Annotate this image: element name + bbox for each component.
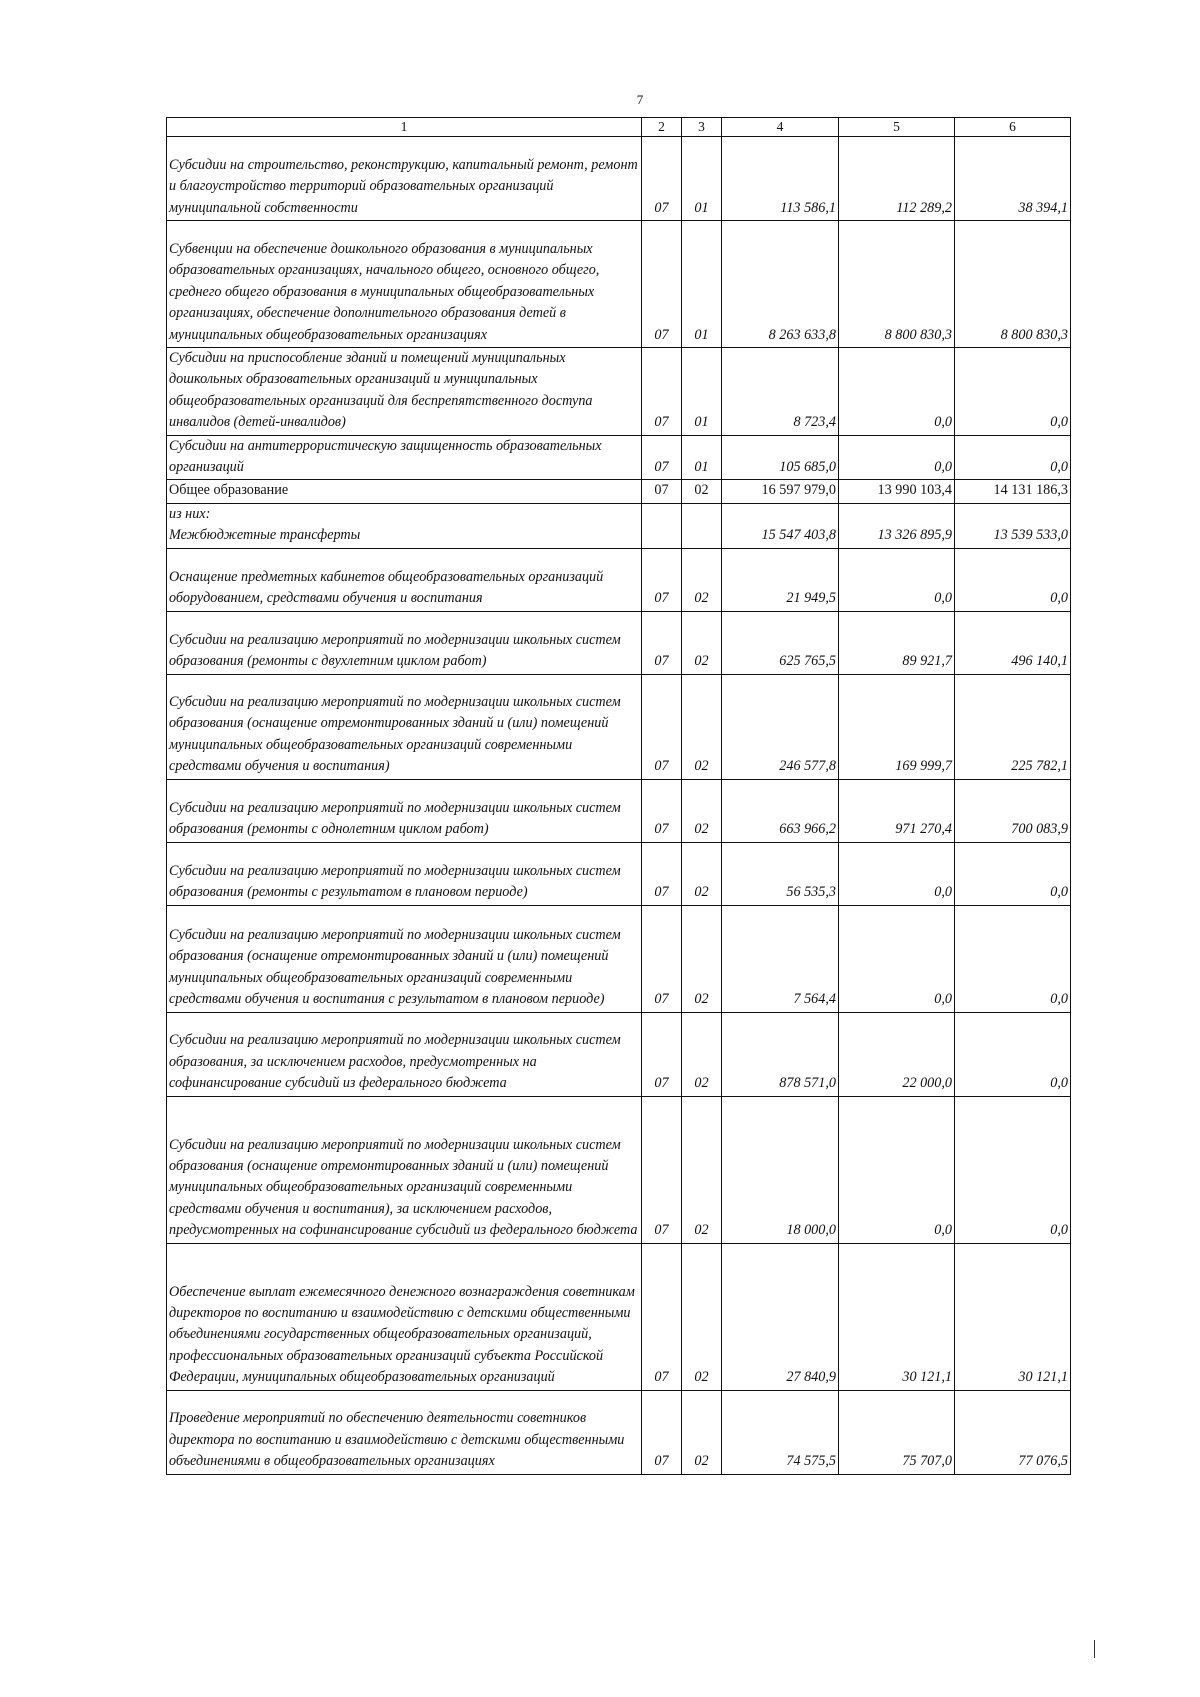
section-code: 07 [642, 905, 682, 1012]
row-description: Субсидии на реализацию мероприятий по модернизации школьных систем образования (оснащение отремонтированных зданий и (или) помещений муниципальных общеобразовательных организаций современными средствами обучения и воспитания), за исключением расходов, предусмотренных на софинансирование субсидий из федерального бюджета [167, 1096, 642, 1243]
amount-col4: 27 840,9 [722, 1243, 839, 1390]
budget-table [166, 117, 1071, 1475]
amount-col6: 77 076,5 [955, 1390, 1071, 1474]
header-cell: 5 [839, 118, 955, 137]
amount-col4: 878 571,0 [722, 1012, 839, 1096]
row-description: Субвенции на обеспечение дошкольного образования в муниципальных образовательных организациях, начального общего, основного общего, среднего общего образования в муниципальных общеобразовательных организациях, обеспечение дополнительного образования детей в муниципальных общеобразовательных организациях [167, 221, 642, 348]
amount-col5: 0,0 [839, 1096, 955, 1243]
amount-col4: 105 685,0 [722, 435, 839, 480]
row-description: из них: Межбюджетные трансферты [167, 503, 642, 548]
amount-col5: 75 707,0 [839, 1390, 955, 1474]
row-description: Субсидии на реализацию мероприятий по модернизации школьных систем образования (ремонты с двухлетним циклом работ) [167, 611, 642, 674]
amount-col5: 8 800 830,3 [839, 221, 955, 348]
subsection-code: 01 [682, 221, 722, 348]
amount-col6: 0,0 [955, 548, 1071, 611]
amount-col5: 89 921,7 [839, 611, 955, 674]
subsection-code: 02 [682, 905, 722, 1012]
header-cell: 3 [682, 118, 722, 137]
amount-col6: 30 121,1 [955, 1243, 1071, 1390]
section-code: 07 [642, 674, 682, 779]
amount-col6: 0,0 [955, 1012, 1071, 1096]
row-description: Субсидии на реализацию мероприятий по модернизации школьных систем образования (ремонты с однолетним циклом работ) [167, 779, 642, 842]
amount-col6: 700 083,9 [955, 779, 1071, 842]
amount-col6: 496 140,1 [955, 611, 1071, 674]
subsection-code: 01 [682, 137, 722, 221]
section-code: 07 [642, 348, 682, 436]
amount-col5: 13 990 103,4 [839, 480, 955, 503]
section-code: 07 [642, 779, 682, 842]
subsection-code: 01 [682, 435, 722, 480]
header-cell: 6 [955, 118, 1071, 137]
page-number: 7 [636, 92, 644, 107]
amount-col4: 18 000,0 [722, 1096, 839, 1243]
section-code: 07 [642, 548, 682, 611]
table-row [167, 1012, 1071, 1096]
row-description: Общее образование [167, 480, 642, 503]
section-code: 07 [642, 1243, 682, 1390]
amount-col6: 14 131 186,3 [955, 480, 1071, 503]
subsection-code: 02 [682, 480, 722, 503]
subsection-code: 02 [682, 779, 722, 842]
header-row [167, 118, 1071, 137]
amount-col5: 30 121,1 [839, 1243, 955, 1390]
amount-col6: 0,0 [955, 905, 1071, 1012]
subsection-code: 02 [682, 842, 722, 905]
table-row [167, 842, 1071, 905]
amount-col6: 225 782,1 [955, 674, 1071, 779]
amount-col5: 169 999,7 [839, 674, 955, 779]
table-row [167, 137, 1071, 221]
header-cell: 2 [642, 118, 682, 137]
amount-col5: 0,0 [839, 548, 955, 611]
amount-col6: 0,0 [955, 435, 1071, 480]
amount-col5: 22 000,0 [839, 1012, 955, 1096]
header-cell: 1 [167, 118, 642, 137]
row-description: Субсидии на реализацию мероприятий по модернизации школьных систем образования, за исключением расходов, предусмотренных на софинансирование субсидий из федерального бюджета [167, 1012, 642, 1096]
amount-col6: 0,0 [955, 842, 1071, 905]
amount-col5: 0,0 [839, 435, 955, 480]
row-description: Субсидии на реализацию мероприятий по модернизации школьных систем образования (оснащение отремонтированных зданий и (или) помещений муниципальных общеобразовательных организаций современными средствами обучения и воспитания с результатом в плановом периоде) [167, 905, 642, 1012]
amount-col4: 113 586,1 [722, 137, 839, 221]
table-row [167, 611, 1071, 674]
amount-col5: 0,0 [839, 842, 955, 905]
amount-col4: 16 597 979,0 [722, 480, 839, 503]
subsection-code: 02 [682, 1096, 722, 1243]
row-description: Обеспечение выплат ежемесячного денежного вознаграждения советникам директоров по воспитанию и взаимодействию с детскими общественными объединениями государственных общеобразовательных организаций, профессиональных образовательных организаций субъекта Российской Федерации, муниципальных общеобразовательных организаций [167, 1243, 642, 1390]
section-code: 07 [642, 1390, 682, 1474]
amount-col5: 13 326 895,9 [839, 503, 955, 548]
amount-col4: 8 723,4 [722, 348, 839, 436]
amount-col4: 625 765,5 [722, 611, 839, 674]
table-row [167, 1243, 1071, 1390]
header-cell: 4 [722, 118, 839, 137]
amount-col5: 971 270,4 [839, 779, 955, 842]
section-code: 07 [642, 221, 682, 348]
subsection-code: 02 [682, 674, 722, 779]
amount-col5: 0,0 [839, 348, 955, 436]
table-row [167, 348, 1071, 436]
amount-col4: 246 577,8 [722, 674, 839, 779]
table-row [167, 480, 1071, 503]
subsection-code: 02 [682, 548, 722, 611]
table-row [167, 905, 1071, 1012]
row-description: Субсидии на реализацию мероприятий по модернизации школьных систем образования (оснащение отремонтированных зданий и (или) помещений муниципальных общеобразовательных организаций современными средствами обучения и воспитания) [167, 674, 642, 779]
amount-col4: 21 949,5 [722, 548, 839, 611]
table-row [167, 674, 1071, 779]
scan-mark [1094, 1640, 1095, 1658]
subsection-code: 02 [682, 1012, 722, 1096]
amount-col4: 8 263 633,8 [722, 221, 839, 348]
amount-col4: 56 535,3 [722, 842, 839, 905]
section-code: 07 [642, 842, 682, 905]
amount-col6: 0,0 [955, 348, 1071, 436]
table-row [167, 221, 1071, 348]
table-row [167, 1096, 1071, 1243]
row-description: Субсидии на антитеррористическую защищенность образовательных организаций [167, 435, 642, 480]
amount-col6: 8 800 830,3 [955, 221, 1071, 348]
amount-col6: 13 539 533,0 [955, 503, 1071, 548]
row-description: Субсидии на приспособление зданий и помещений муниципальных дошкольных образовательных организаций и муниципальных общеобразовательных организаций для беспрепятственного доступа инвалидов (детей-инвалидов) [167, 348, 642, 436]
subsection-code: 02 [682, 1243, 722, 1390]
section-code: 07 [642, 480, 682, 503]
subsection-code: 02 [682, 1390, 722, 1474]
subsection-code: 01 [682, 348, 722, 436]
table-row [167, 779, 1071, 842]
table-row [167, 548, 1071, 611]
section-code [642, 503, 682, 548]
amount-col4: 74 575,5 [722, 1390, 839, 1474]
table-row [167, 503, 1071, 548]
subsection-code: 02 [682, 611, 722, 674]
table-row [167, 1390, 1071, 1474]
row-description: Субсидии на строительство, реконструкцию, капитальный ремонт, ремонт и благоустройство территорий образовательных организаций муниципальной собственности [167, 137, 642, 221]
amount-col6: 38 394,1 [955, 137, 1071, 221]
amount-col5: 0,0 [839, 905, 955, 1012]
amount-col4: 7 564,4 [722, 905, 839, 1012]
subsection-code [682, 503, 722, 548]
amount-col4: 663 966,2 [722, 779, 839, 842]
amount-col6: 0,0 [955, 1096, 1071, 1243]
amount-col5: 112 289,2 [839, 137, 955, 221]
section-code: 07 [642, 137, 682, 221]
section-code: 07 [642, 1096, 682, 1243]
section-code: 07 [642, 1012, 682, 1096]
table-row [167, 435, 1071, 480]
amount-col4: 15 547 403,8 [722, 503, 839, 548]
row-description: Оснащение предметных кабинетов общеобразовательных организаций оборудованием, средствами обучения и воспитания [167, 548, 642, 611]
section-code: 07 [642, 611, 682, 674]
section-code: 07 [642, 435, 682, 480]
row-description: Субсидии на реализацию мероприятий по модернизации школьных систем образования (ремонты с результатом в плановом периоде) [167, 842, 642, 905]
row-description: Проведение мероприятий по обеспечению деятельности советников директора по воспитанию и взаимодействию с детскими общественными объединениями в общеобразовательных организациях [167, 1390, 642, 1474]
